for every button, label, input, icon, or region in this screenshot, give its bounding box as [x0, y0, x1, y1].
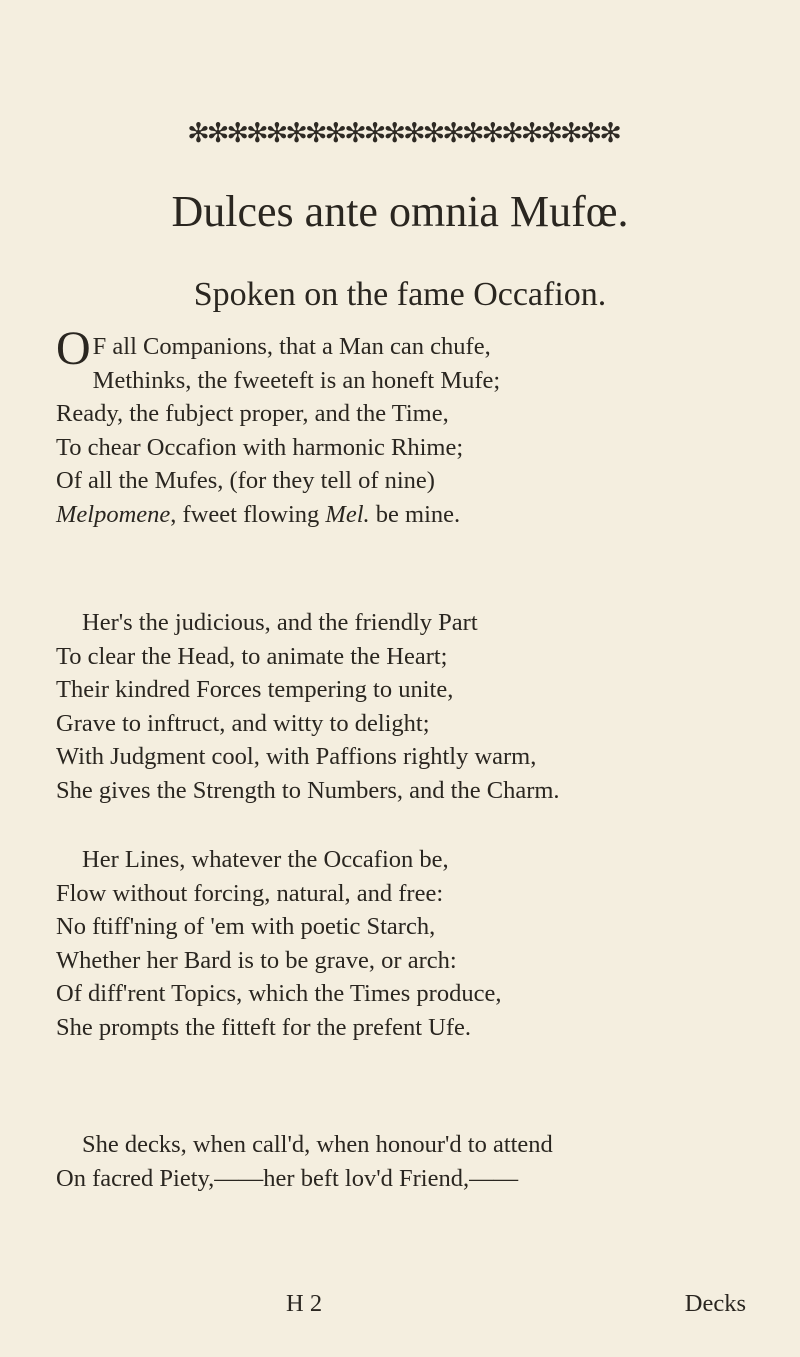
poem-line: She prompts the fitteft for the prefent Ufe.: [56, 1013, 472, 1041]
poem-line: To chear Occafion with harmonic Rhime;: [56, 433, 464, 461]
poem-line: Of diff'rent Topics, which the Times produce,: [56, 980, 502, 1007]
line-text: F all Companions, that a Man can chufe,: [92, 333, 491, 360]
poem-line: No ftiff'ning of 'em with poetic Starch,: [56, 913, 436, 940]
italic-abbr: Mel.: [325, 500, 370, 528]
poem-line: On facred Piety,——her beft lov'd Friend,——: [56, 1164, 519, 1192]
poem-line: Flow without forcing, natural, and free:: [56, 879, 444, 907]
poem-line: Her Lines, whatever the Occafion be,: [82, 846, 449, 873]
page-title: Dulces ante omnia Mufœ.: [171, 187, 629, 236]
poem-line: Their kindred Forces tempering to unite,: [56, 676, 454, 703]
drop-cap: O: [56, 322, 91, 375]
line-text: , fweet flowing: [170, 500, 326, 528]
poem-line: [56, 322, 746, 375]
poem-line: She decks, when call'd, when honour'd to attend: [82, 1131, 553, 1158]
stanza-1: [56, 322, 746, 531]
catchword: Decks: [684, 1290, 746, 1317]
signature-mark: H 2: [286, 1290, 323, 1317]
poem-line: With Judgment cool, with Paffions rightly warm,: [56, 743, 537, 770]
poem-line: Of all the Mufes, (for they tell of nine): [56, 467, 435, 494]
ornament-border: ✻✻✻✻✻✻✻✻✻✻✻✻✻✻✻✻✻✻✻✻✻✻: [187, 118, 619, 148]
poem-line: Methinks, the fweeteft is an honeft Mufe;: [92, 366, 501, 394]
stanza-4: [56, 1128, 746, 1195]
poem-line: Ready, the fubject proper, and the Time,: [56, 400, 449, 427]
poem-line: [56, 498, 746, 532]
stanza-3: [56, 843, 746, 1044]
poem-line: Whether her Bard is to be grave, or arch:: [56, 946, 457, 974]
poem-line: Grave to inftruct, and witty to delight;: [56, 709, 430, 737]
page-subtitle: Spoken on the fame Occafion.: [193, 276, 607, 313]
poem-line: Her's the judicious, and the friendly Part: [82, 609, 478, 636]
line-text: be mine.: [369, 500, 461, 528]
poem-line: She gives the Strength to Numbers, and the Charm.: [56, 776, 560, 804]
italic-name: Melpomene: [56, 500, 171, 528]
poem-line: To clear the Head, to animate the Heart;: [56, 642, 448, 670]
page-footer: [56, 1287, 746, 1321]
stanza-2: [56, 606, 746, 807]
